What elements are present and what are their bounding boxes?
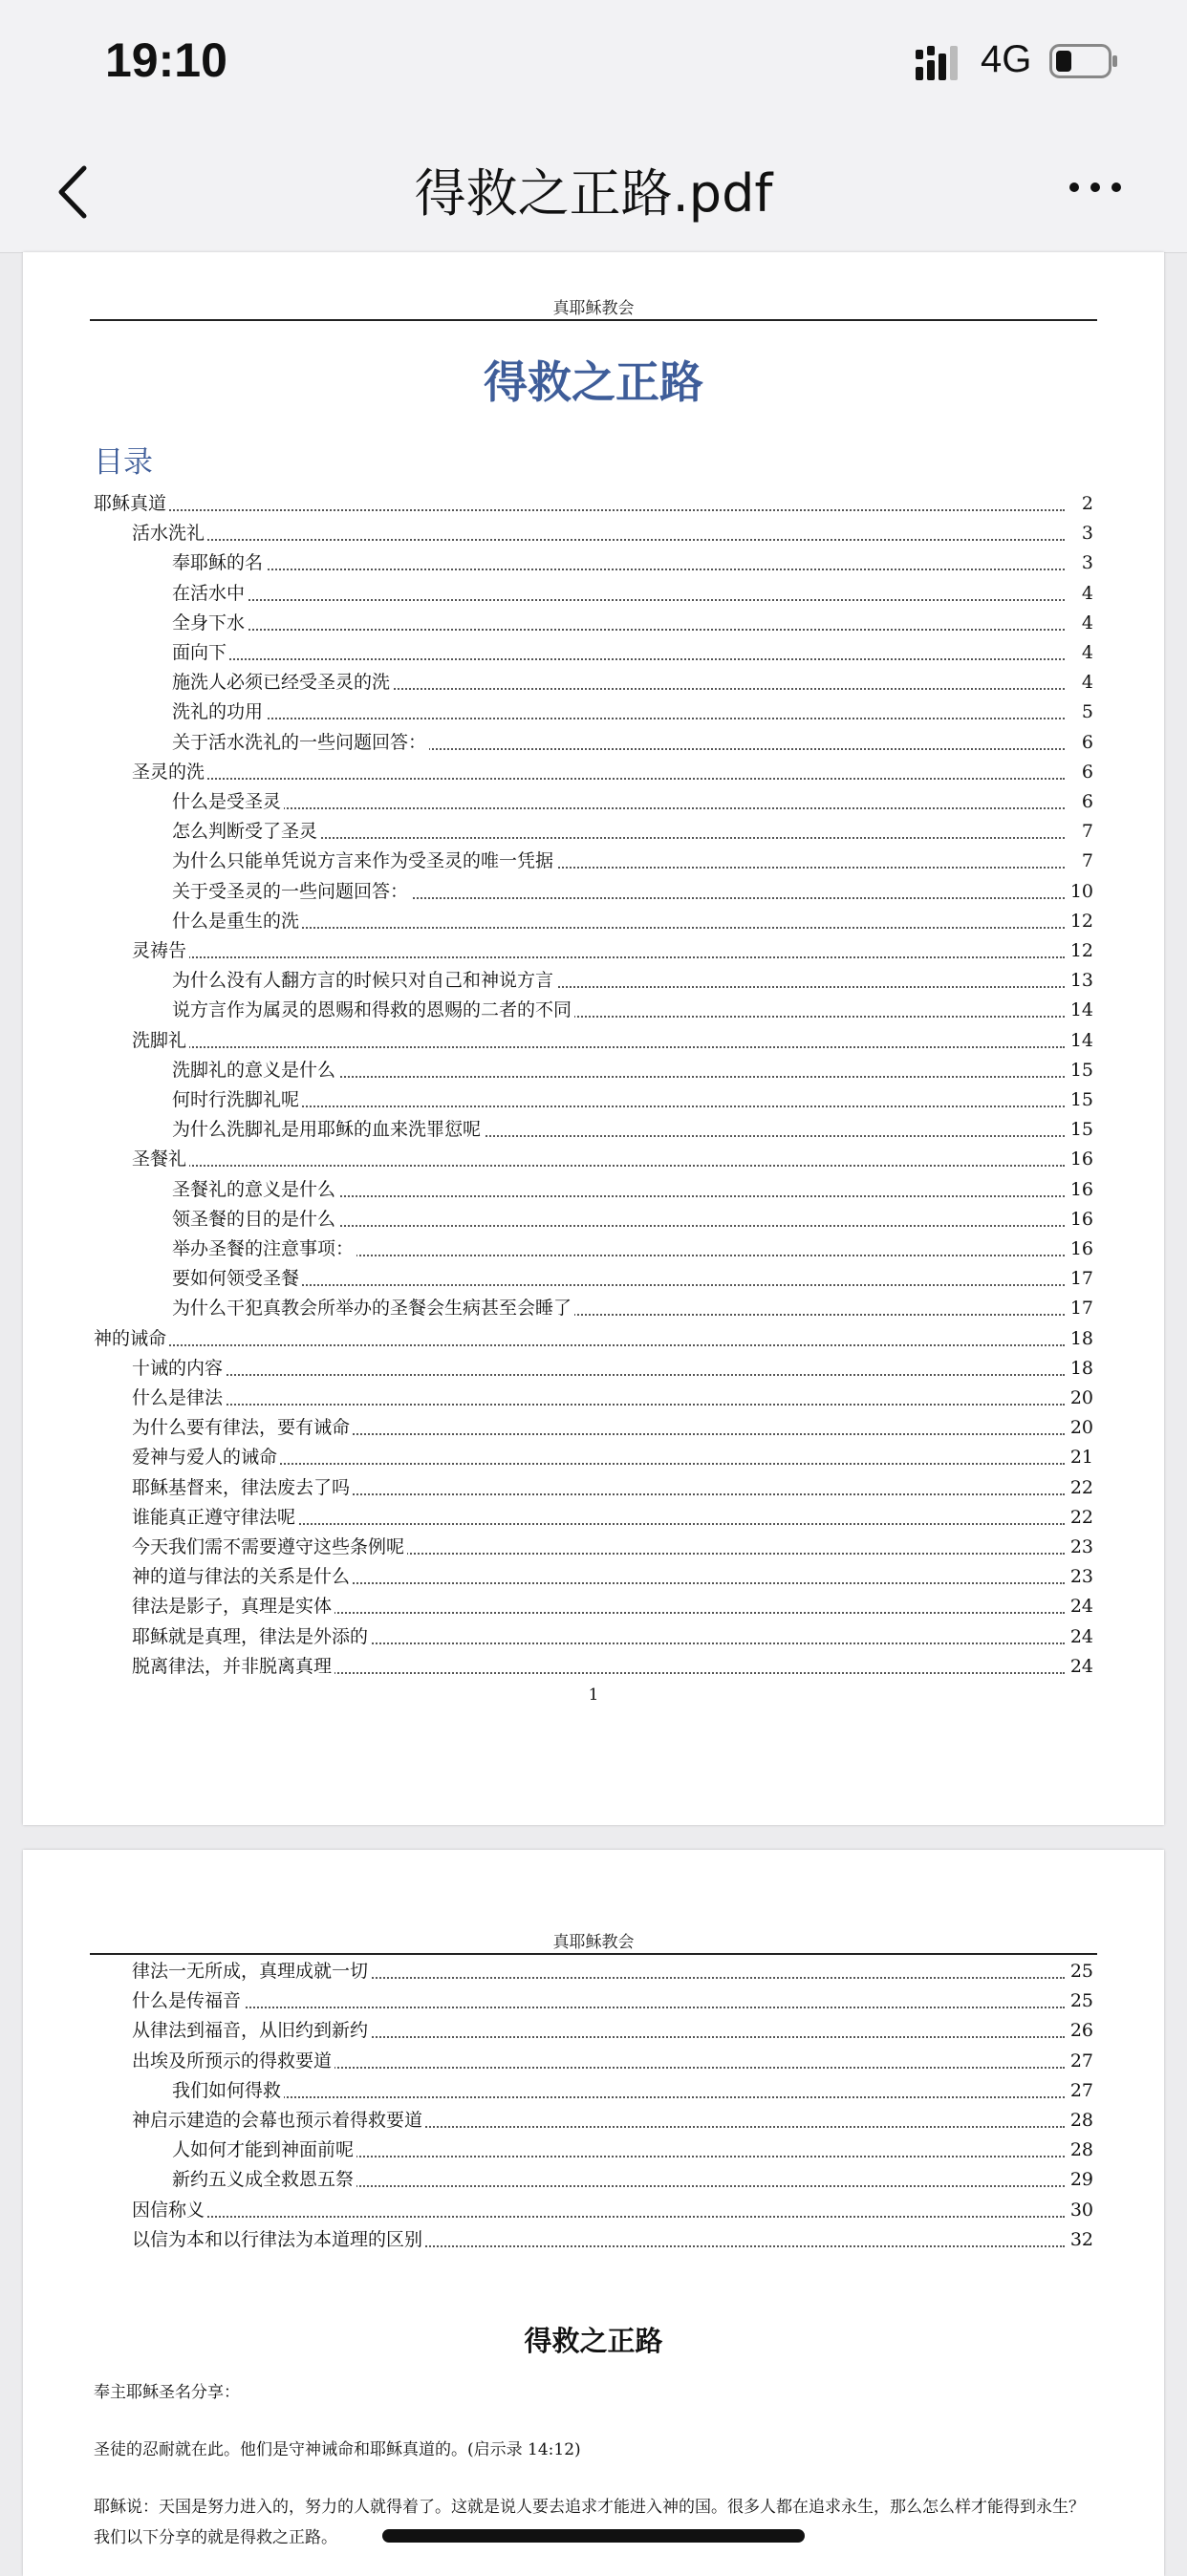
toc-entry-page: 24 (1065, 1593, 1093, 1620)
more-options-icon[interactable] (1067, 178, 1124, 197)
toc-leader-dots (132, 2216, 1065, 2218)
toc-entry[interactable] (132, 1146, 1093, 1172)
toc-entry-page: 4 (1065, 639, 1093, 666)
toc-entry-page: 24 (1065, 1653, 1093, 1680)
toc-entry-page: 15 (1065, 1116, 1093, 1143)
toc-entry-label: 举办圣餐的注意事项： (172, 1235, 356, 1262)
toc-leader-dots (132, 956, 1065, 958)
toc-entry-label: 十诫的内容 (132, 1355, 226, 1382)
toc-entry-page: 14 (1065, 997, 1093, 1023)
toc-entry[interactable] (172, 1116, 1093, 1143)
toc-leader-dots (172, 2096, 1065, 2098)
body-paragraph: 耶稣说：天国是努力进入的，努力的人就得着了。这就是说人要去追求才能进入神的国。很多人都在追求永生，那么怎么样才能得到永生？我们以下分享的就是得救之正路。 (94, 2498, 1085, 2547)
toc-entry[interactable] (132, 937, 1093, 964)
toc-entry-label: 关于活水洗礼的一些问题回答： (172, 729, 429, 756)
pdf-page-2[interactable] (23, 1850, 1164, 2576)
toc-entry-page: 32 (1065, 2226, 1093, 2253)
toc-entry-page: 27 (1065, 2048, 1093, 2074)
toc-entry-page: 29 (1065, 2166, 1093, 2193)
toc-entry-page: 26 (1065, 2017, 1093, 2044)
toc-entry-page: 25 (1065, 1987, 1093, 2014)
toc-entry-label: 神的诫命 (94, 1325, 169, 1352)
toc-entry-label: 领圣餐的目的是什么 (172, 1206, 338, 1233)
toc-entry-label: 什么是受圣灵 (172, 788, 284, 815)
toc-entry-label: 新约五义成全救恩五祭 (172, 2166, 356, 2193)
toc-entry[interactable] (132, 1385, 1093, 1411)
scripture-quote: 圣徒的忍耐就在此。他们是守神诫命和耶稣真道的。(启示录 14:12) (94, 2440, 581, 2459)
header-rule (90, 1953, 1097, 1955)
toc-entry[interactable] (172, 908, 1093, 934)
toc-entry-label: 奉耶稣的名 (172, 549, 266, 576)
toc-entry-page: 3 (1065, 549, 1093, 576)
toc-entry-label: 圣灵的洗 (132, 759, 207, 785)
toc-entry[interactable] (172, 2077, 1093, 2104)
toc-leader-dots (172, 718, 1065, 719)
toc-entry-page: 12 (1065, 937, 1093, 964)
toc-leader-dots (172, 569, 1065, 570)
toc-leader-dots (132, 1374, 1065, 1376)
toc-entry-page: 6 (1065, 759, 1093, 785)
toc-entry-page: 17 (1065, 1265, 1093, 1292)
status-time: 19:10 (105, 33, 227, 87)
toc-entry-page: 2 (1065, 490, 1093, 517)
toc-entry-label: 圣餐礼 (132, 1146, 189, 1172)
toc-entry[interactable] (132, 759, 1093, 785)
toc-entry-label: 神启示建造的会幕也预示着得救要道 (132, 2107, 425, 2134)
toc-entry-label: 爱神与爱人的诫命 (132, 1444, 280, 1470)
toc-entry-page: 18 (1065, 1355, 1093, 1382)
toc-leader-dots (94, 509, 1065, 511)
toc-entry[interactable] (172, 580, 1093, 607)
toc-entry[interactable] (132, 520, 1093, 547)
toc-entry-page: 12 (1065, 908, 1093, 934)
toc-entry-label: 说方言作为属灵的恩赐和得救的恩赐的二者的不同 (172, 997, 574, 1023)
toc-entry-label: 耶稣就是真理，律法是外添的 (132, 1623, 371, 1650)
toc-leader-dots (172, 807, 1065, 809)
toc-leader-dots (132, 1404, 1065, 1406)
toc-leader-dots (172, 658, 1065, 660)
toc-entry-page: 16 (1065, 1235, 1093, 1262)
toc-entry-label: 什么是传福音 (132, 1987, 244, 2014)
running-header: 真耶稣教会 (552, 299, 635, 318)
pdf-page-1[interactable] (23, 252, 1164, 1825)
toc-leader-dots (132, 539, 1065, 541)
toc-entry[interactable] (172, 1235, 1093, 1262)
toc-leader-dots (172, 927, 1065, 929)
toc-entry-label: 为什么干犯真教会所举办的圣餐会生病甚至会睡了 (172, 1295, 574, 1321)
toc-entry[interactable] (132, 1504, 1093, 1531)
toc-entry[interactable] (132, 1414, 1093, 1441)
toc-entry-label: 谁能真正遵守律法呢 (132, 1504, 298, 1531)
toc-entry-label: 洗脚礼的意义是什么 (172, 1057, 338, 1084)
toc-leader-dots (172, 629, 1065, 631)
toc-entry-page: 23 (1065, 1563, 1093, 1590)
toc-entry-label: 为什么没有人翻方言的时候只对自己和神说方言 (172, 967, 556, 994)
toc-entry-label: 我们如何得救 (172, 2077, 284, 2104)
toc-entry[interactable] (132, 1027, 1093, 1054)
page-number: 1 (588, 1685, 599, 1705)
toc-entry[interactable] (132, 1958, 1093, 1985)
toc-entry[interactable] (172, 818, 1093, 845)
toc-entry-page: 7 (1065, 848, 1093, 874)
toc-entry[interactable] (172, 1176, 1093, 1203)
running-header: 真耶稣教会 (552, 1933, 635, 1952)
toc-leader-dots (94, 1344, 1065, 1346)
toc-entry-label: 洗礼的功用 (172, 698, 266, 725)
toc-leader-dots (172, 599, 1065, 601)
toc-leader-dots (172, 1106, 1065, 1107)
toc-entry-page: 5 (1065, 698, 1093, 725)
toc-entry[interactable] (172, 997, 1093, 1023)
toc-entry[interactable] (132, 2017, 1093, 2044)
toc-leader-dots (132, 1046, 1065, 1048)
toc-entry-label: 在活水中 (172, 580, 248, 607)
intro-text: 奉主耶稣圣名分享： (94, 2383, 240, 2402)
toc-entry-page: 22 (1065, 1474, 1093, 1501)
signal-icon (916, 46, 961, 80)
network-type: 4G (981, 38, 1032, 80)
toc-entry-page: 20 (1065, 1385, 1093, 1411)
toc-entry[interactable] (132, 1653, 1093, 1680)
toc-entry[interactable] (132, 2107, 1093, 2134)
toc-entry-label: 人如何才能到神面前呢 (172, 2136, 356, 2163)
toc-entry[interactable] (172, 610, 1093, 636)
toc-entry[interactable] (172, 698, 1093, 725)
section-title: 得救之正路 (524, 2325, 663, 2357)
toc-entry-label: 何时行洗脚礼呢 (172, 1086, 302, 1113)
toc-entry-page: 4 (1065, 669, 1093, 696)
toc-entry[interactable] (132, 2197, 1093, 2223)
toc-entry[interactable] (132, 1534, 1093, 1560)
toc-entry[interactable] (132, 1593, 1093, 1620)
toc-entry-label: 以信为本和以行律法为本道理的区别 (132, 2226, 425, 2253)
toc-entry[interactable] (172, 878, 1093, 905)
toc-entry-label: 脱离律法，并非脱离真理 (132, 1653, 335, 1680)
toc-entry-label: 为什么洗脚礼是用耶稣的血来洗罪愆呢 (172, 1116, 484, 1143)
toc-entry[interactable] (132, 2226, 1093, 2253)
toc-entry-label: 圣餐礼的意义是什么 (172, 1176, 338, 1203)
toc-entry-page: 6 (1065, 788, 1093, 815)
toc-entry-page: 4 (1065, 610, 1093, 636)
toc-entry-page: 18 (1065, 1325, 1093, 1352)
toc-leader-dots (132, 2007, 1065, 2008)
toc-entry-page: 15 (1065, 1057, 1093, 1084)
document-title: 得救之正路.pdf (414, 163, 773, 224)
toc-entry-page: 30 (1065, 2197, 1093, 2223)
toc-entry[interactable] (172, 788, 1093, 815)
toc-entry[interactable] (94, 1325, 1093, 1352)
toc-entry-label: 从律法到福音，从旧约到新约 (132, 2017, 371, 2044)
toc-entry-label: 关于受圣灵的一些问题回答： (172, 878, 411, 905)
toc-entry-label: 灵祷告 (132, 937, 189, 964)
toc-entry[interactable] (172, 639, 1093, 666)
toc-entry-page: 6 (1065, 729, 1093, 756)
toc-entry-page: 23 (1065, 1534, 1093, 1560)
toc-entry-page: 22 (1065, 1504, 1093, 1531)
toc-entry-label: 神的道与律法的关系是什么 (132, 1563, 353, 1590)
toc-entry-page: 20 (1065, 1414, 1093, 1441)
toc-entry-page: 15 (1065, 1086, 1093, 1113)
toc-entry-label: 面向下 (172, 639, 229, 666)
toc-entry-page: 27 (1065, 2077, 1093, 2104)
doc-title: 得救之正路 (484, 356, 703, 408)
toc-entry-page: 16 (1065, 1206, 1093, 1233)
toc-leader-dots (132, 1165, 1065, 1167)
toc-entry[interactable] (172, 1086, 1093, 1113)
toc-entry-label: 活水洗礼 (132, 520, 207, 547)
toc-entry-label: 律法是影子，真理是实体 (132, 1593, 335, 1620)
toc-entry[interactable] (172, 1206, 1093, 1233)
toc-leader-dots (172, 1284, 1065, 1286)
toc-entry-page: 7 (1065, 818, 1093, 845)
toc-entry[interactable] (132, 1623, 1093, 1650)
toc-entry-page: 4 (1065, 580, 1093, 607)
toc-entry[interactable] (132, 1474, 1093, 1501)
toc-leader-dots (132, 778, 1065, 780)
toc-entry-label: 耶稣真道 (94, 490, 169, 517)
battery-icon (1049, 44, 1118, 78)
toc-entry-page: 25 (1065, 1958, 1093, 1985)
toc-entry[interactable] (172, 2166, 1093, 2193)
toc-entry-label: 什么是律法 (132, 1385, 226, 1411)
toc-entry[interactable] (132, 2048, 1093, 2074)
toc-entry-label: 律法一无所成，真理成就一切 (132, 1958, 371, 1985)
toc-entry-label: 要如何领受圣餐 (172, 1265, 302, 1292)
toc-entry[interactable] (94, 490, 1093, 517)
toc-entry[interactable] (172, 967, 1093, 994)
toc-entry-label: 全身下水 (172, 610, 248, 636)
toc-entry-label: 出埃及所预示的得救要道 (132, 2048, 335, 2074)
toc-entry[interactable] (172, 549, 1093, 576)
toc-heading: 目录 (94, 445, 153, 480)
toc-entry[interactable] (172, 2136, 1093, 2163)
toc-entry-label: 为什么要有律法，要有诫命 (132, 1414, 353, 1441)
toc-entry[interactable] (172, 1265, 1093, 1292)
toc-entry-page: 17 (1065, 1295, 1093, 1321)
toc-entry-page: 10 (1065, 878, 1093, 905)
toc-entry[interactable] (132, 1987, 1093, 2014)
toc-entry[interactable] (132, 1444, 1093, 1470)
toc-entry-page: 13 (1065, 967, 1093, 994)
toc-entry-page: 28 (1065, 2136, 1093, 2163)
toc-entry-label: 耶稣基督来，律法废去了吗 (132, 1474, 353, 1501)
toc-entry-label: 今天我们需不需要遵守这些条例呢 (132, 1534, 407, 1560)
toc-entry-label: 因信称义 (132, 2197, 207, 2223)
toc-entry[interactable] (172, 848, 1093, 874)
toc-entry-label: 为什么只能单凭说方言来作为受圣灵的唯一凭据 (172, 848, 556, 874)
header-rule (90, 319, 1097, 321)
toc-entry-page: 28 (1065, 2107, 1093, 2134)
toc-entry-page: 16 (1065, 1146, 1093, 1172)
toc-entry-page: 16 (1065, 1176, 1093, 1203)
toc-entry[interactable] (172, 1295, 1093, 1321)
toc-entry[interactable] (172, 1057, 1093, 1084)
toc-entry[interactable] (172, 669, 1093, 696)
toc-entry-label: 施洗人必须已经受圣灵的洗 (172, 669, 393, 696)
toc-entry-label: 什么是重生的洗 (172, 908, 302, 934)
toc-entry-label: 洗脚礼 (132, 1027, 189, 1054)
toc-entry[interactable] (132, 1563, 1093, 1590)
toc-entry-page: 21 (1065, 1444, 1093, 1470)
home-indicator[interactable] (382, 2529, 805, 2543)
toc-entry-label: 怎么判断受了圣灵 (172, 818, 320, 845)
toc-entry-page: 14 (1065, 1027, 1093, 1054)
toc-entry-page: 24 (1065, 1623, 1093, 1650)
toc-entry[interactable] (132, 1355, 1093, 1382)
toc-entry-page: 3 (1065, 520, 1093, 547)
toc-entry[interactable] (172, 729, 1093, 756)
